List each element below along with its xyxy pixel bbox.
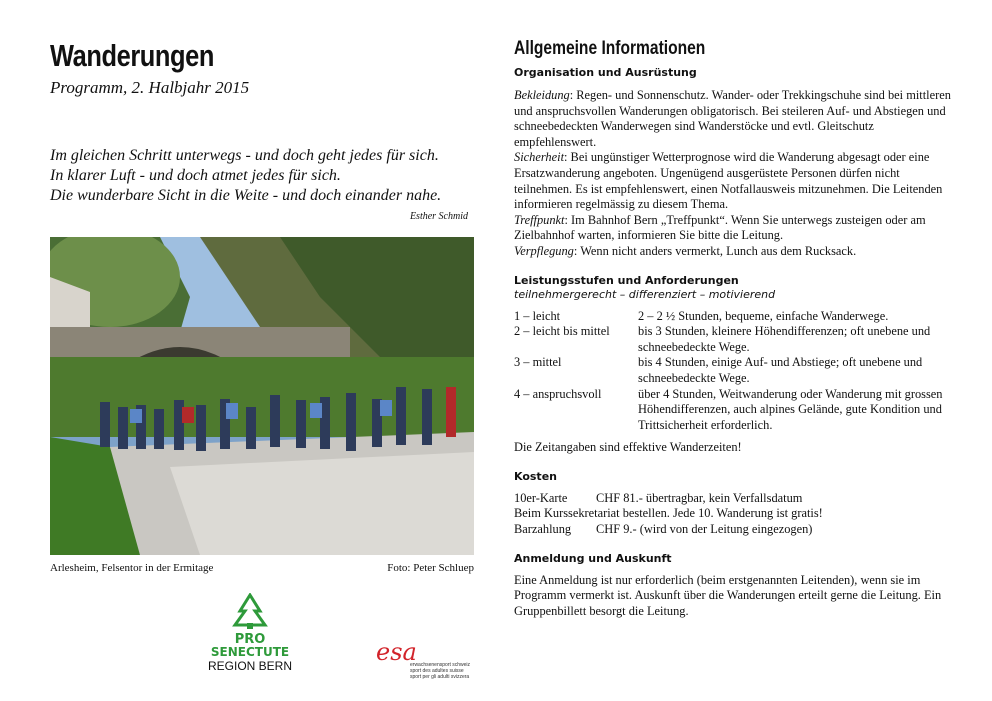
level-row	[514, 324, 959, 355]
level-row	[514, 355, 959, 386]
esa-logo-image	[372, 636, 482, 681]
esa-line1: erwachsenensport schweiz	[410, 662, 471, 668]
cost-key: 10er-Karte	[514, 490, 568, 505]
page-subtitle: Programm, 2. Halbjahr 2015	[50, 78, 250, 97]
org-item	[514, 244, 959, 260]
levels-note: Die Zeitangaben sind effektive Wanderzeiten!	[514, 440, 742, 455]
levels-subheading: teilnehmergerecht – differenziert – motivierend	[514, 287, 776, 301]
org-term: Verpflegung	[514, 243, 574, 258]
poem-line: Die wunderbare Sicht in die Weite - und doch einander nahe.	[50, 187, 442, 204]
level-row	[514, 309, 959, 325]
levels-heading: Leistungsstufen und Anforderungen	[514, 273, 739, 287]
poem-line: Im gleichen Schritt unterwegs - und doch geht jedes für sich.	[50, 147, 439, 164]
level-desc: bis 4 Stunden, einige Auf- und Abstiege; oft unebene und schneebedeckte Wege.	[638, 355, 923, 385]
org-text: : Regen- und Sonnenschutz. Wander- oder Trekkingschuhe sind bei mittleren und anspruchsvollen Wanderungen obligatorisch. Bei steileren Auf- und Abstiegen und schneebedeckten Wanderwegen sind Wanderstöcke und evtl. Gleitschutz empfehlenswert.	[514, 88, 951, 149]
cost-row	[514, 522, 959, 538]
level-name: 2 – leicht bis mittel	[514, 324, 610, 339]
poem	[50, 146, 480, 206]
pro-senectute-line3: REGION BERN	[207, 659, 293, 673]
left-header	[50, 38, 474, 98]
right-column	[514, 38, 959, 619]
cost-note: Beim Kurssekretariat bestellen. Jede 10. Wanderung ist gratis!	[514, 506, 823, 521]
registration-text: Eine Anmeldung ist nur erforderlich (beim erstgenannten Leitenden), wenn sie im Programm vermerkt ist. Auskunft über die Wanderungen erteilt gerne die Leitung. Ein Gruppenbillett besorgt die Leitung.	[514, 572, 942, 618]
photo-illustration	[50, 237, 474, 555]
photo-caption: Arlesheim, Felsentor in der Ermitage	[50, 562, 214, 574]
org-term: Treffpunkt	[514, 212, 565, 227]
org-item	[514, 88, 959, 150]
esa-line3: sport per gli adulti svizzera	[410, 674, 470, 680]
costs-heading: Kosten	[514, 469, 557, 483]
cost-key: Barzahlung	[514, 522, 572, 537]
org-text: : Im Bahnhof Bern „Treffpunkt“. Wenn Sie unterwegs zusteigen oder am Zielbahnhof warten, informieren Sie bitte die Leitung.	[514, 212, 926, 243]
registration-heading: Anmeldung und Auskunft	[514, 551, 672, 565]
org-heading: Organisation und Ausrüstung	[514, 66, 697, 79]
level-name: 3 – mittel	[514, 355, 562, 370]
page-title: Wanderungen	[50, 38, 215, 73]
cost-row	[514, 491, 959, 507]
org-term: Sicherheit	[514, 150, 565, 165]
section-main-title: Allgemeine Informationen	[514, 38, 706, 59]
pro-senectute-logo-image	[200, 593, 300, 673]
photo-credit: Foto: Peter Schluep	[387, 562, 474, 574]
level-name: 4 – anspruchsvoll	[514, 386, 602, 401]
level-desc: über 4 Stunden, Weitwanderung oder Wanderung mit grossen Höhendifferenzen, auch alpines Gelände, gute Kondition und Trittsicherheit erforderlich.	[638, 386, 943, 432]
pro-senectute-line1: PRO	[234, 632, 266, 647]
org-text: : Bei ungünstiger Wetterprognose wird die Wanderung abgesagt oder eine Ersatzwanderung angeboten. Ungenügend ausgerüstete Personen dürfen nicht teilnehmen. Es ist empfehlenswert, einen Notfallausweis mitzunehmen. Die Leitenden informieren regelmässig zu diesem Thema.	[514, 150, 943, 212]
level-row	[514, 387, 959, 434]
pro-senectute-line2: SENECTUTE	[210, 645, 290, 659]
org-text: : Wenn nicht anders vermerkt, Lunch aus dem Rucksack.	[573, 243, 857, 258]
hiking-group-photo	[50, 237, 474, 555]
pro-senectute-logo	[200, 593, 300, 673]
level-name: 1 – leicht	[514, 308, 561, 323]
poem-author: Esther Schmid	[409, 211, 468, 222]
org-term: Bekleidung	[514, 88, 570, 102]
esa-line2: sport des adultes suisse	[410, 668, 464, 674]
level-desc: bis 3 Stunden, kleinere Höhendifferenzen; oft unebene und schneebedeckte Wege.	[638, 324, 931, 354]
esa-logo	[372, 636, 482, 681]
poem-line: In klarer Luft - und doch atmet jedes für sich.	[50, 167, 341, 184]
level-desc: 2 – 2 ½ Stunden, bequeme, einfache Wanderwege.	[638, 308, 889, 323]
org-item	[514, 150, 959, 212]
esa-mark: esa	[376, 638, 417, 666]
org-item	[514, 213, 959, 244]
cost-value: CHF 81.- übertragbar, kein Verfallsdatum	[596, 490, 803, 505]
cost-value: CHF 9.- (wird von der Leitung eingezogen)	[596, 522, 813, 537]
